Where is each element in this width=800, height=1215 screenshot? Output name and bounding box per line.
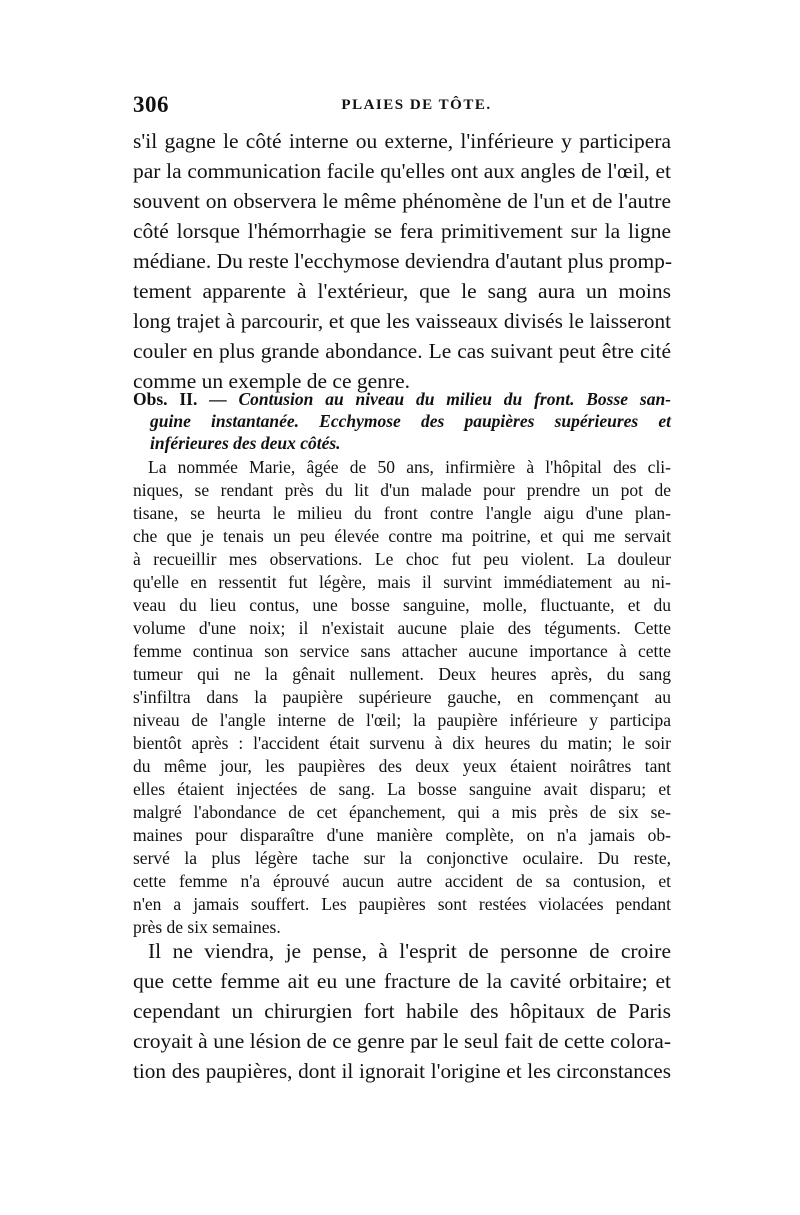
observation-title: inférieures des deux côtés.: [150, 433, 341, 453]
text-line: niveau de l'angle interne de l'œil; la paupière inférieure y participa: [133, 710, 671, 730]
text-line: couler en plus grande abondance. Le cas suivant peut être cité: [133, 339, 671, 363]
text-line: tumeur qui ne la gênait nullement. Deux heures après, du sang: [133, 664, 671, 684]
text-line: che que je tenais un peu élevée contre ma poitrine, et qui me servait: [133, 526, 671, 546]
text-line: s'il gagne le côté interne ou externe, l'inférieure y participera: [133, 129, 671, 153]
text-line: tement apparente à l'extérieur, que le sang aura un moins: [133, 279, 671, 303]
text-line: tisane, se heurta le milieu du front contre l'angle aigu d'une plan-: [133, 503, 671, 523]
text-line: côté lorsque l'hémorrhagie se fera primitivement sur la ligne: [133, 219, 671, 243]
text-line: médiane. Du reste l'ecchymose deviendra d'autant plus promp-: [133, 249, 673, 273]
text-line: elles étaient injectées de sang. La bosse sanguine avait disparu; et: [133, 779, 671, 799]
text-line: cependant un chirurgien fort habile des hôpitaux de Paris: [133, 999, 671, 1023]
text-line: souvent on observera le même phénomène de l'un et de l'autre: [133, 189, 671, 213]
text-line: croyait à une lésion de ce genre par le seul fait de cette colora-: [133, 1029, 671, 1053]
page-number: 306: [133, 92, 169, 117]
text-line: que cette femme ait eu une fracture de la cavité orbitaire; et: [133, 969, 671, 993]
text-line: malgré l'abondance de cet épanchement, qui a mis près de six se-: [133, 802, 671, 822]
observation-label: Obs. II. —: [133, 389, 239, 409]
text-line: par la communication facile qu'elles ont aux angles de l'œil, et: [133, 159, 671, 183]
observation-heading-line: [133, 388, 671, 410]
text-line: comme un exemple de ce genre.: [133, 369, 410, 393]
running-title: PLAIES DE TÔTE.: [341, 97, 492, 113]
observation-title: Contusion au niveau du milieu du front. Bosse san-: [238, 389, 672, 409]
text-line: n'en a jamais souffert. Les paupières sont restées violacées pendant: [133, 894, 671, 914]
text-line: à recueillir mes observations. Le choc fut peu violent. La douleur: [133, 549, 671, 569]
page-header: [133, 92, 670, 122]
text-line: La nommée Marie, âgée de 50 ans, infirmière à l'hôpital des cli-: [148, 457, 671, 477]
text-line: niques, se rendant près du lit d'un malade pour prendre un pot de: [133, 480, 671, 500]
text-line: long trajet à parcourir, et que les vaisseaux divisés le laisseront: [133, 309, 671, 333]
text-line: veau du lieu contus, une bosse sanguine, molle, fluctuante, et du: [133, 595, 671, 615]
observation-title: guine instantanée. Ecchymose des paupières supérieures et: [150, 411, 671, 431]
text-line: du même jour, les paupières des deux yeux étaient noirâtres tant: [133, 756, 671, 776]
text-line: maines pour disparaître d'une manière complète, on n'a jamais ob-: [133, 825, 671, 845]
text-line: qu'elle en ressentit fut légère, mais il survint immédiatement au ni-: [133, 572, 671, 592]
text-line: bientôt après : l'accident était survenu à dix heures du matin; le soir: [133, 733, 671, 753]
text-line: volume d'une noix; il n'existait aucune plaie des téguments. Cette: [133, 618, 671, 638]
text-line: s'infiltra dans la paupière supérieure gauche, en commençant au: [133, 687, 671, 707]
text-line: femme continua son service sans attacher aucune importance à cette: [133, 641, 671, 661]
text-line: près de six semaines.: [133, 917, 281, 937]
text-line: tion des paupières, dont il ignorait l'origine et les circonstances: [133, 1059, 671, 1083]
text-line: cette femme n'a éprouvé aucun autre accident de sa contusion, et: [133, 871, 671, 891]
text-line: Il ne viendra, je pense, à l'esprit de personne de croire: [148, 939, 671, 963]
text-line: servé la plus légère tache sur la conjonctive oculaire. Du reste,: [133, 848, 671, 868]
